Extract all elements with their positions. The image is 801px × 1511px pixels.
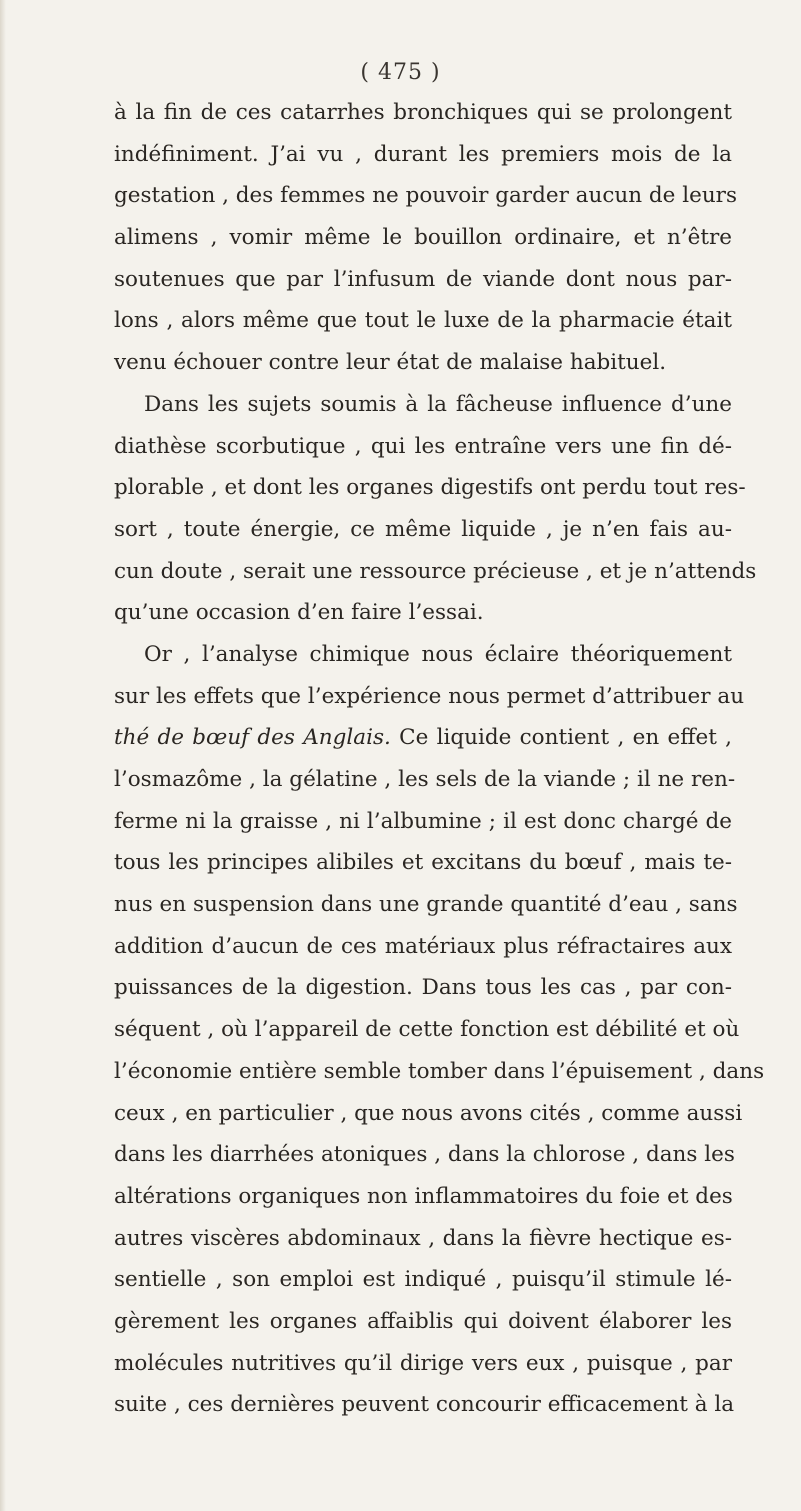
- page-number: ( 475 ): [360, 60, 441, 85]
- text-line: qu’une occasion d’en faire l’essai.: [114, 600, 484, 626]
- text-line: puissances de la digestion. Dans tous les cas , par con-: [114, 975, 732, 1001]
- text-line: sort , toute énergie, ce même liquide , je n’en fais au-: [114, 516, 732, 542]
- text-line: molécules nutritives qu’il dirige vers eux , puisque , par: [114, 1350, 732, 1376]
- text-line: l’osmazôme , la gélatine , les sels de la viande ; il ne ren-: [114, 767, 736, 792]
- text-line: indéfiniment. J’ai vu , durant les premiers mois de la: [114, 141, 732, 167]
- paragraph-start-line: Or , l’analyse chimique nous éclaire théoriquement: [144, 641, 732, 667]
- text-line: alimens , vomir même le bouillon ordinaire, et n’être: [114, 225, 732, 251]
- text-line: venu échouer contre leur état de malaise habituel.: [114, 350, 667, 376]
- text-line: gèrement les organes affaiblis qui doivent élaborer les: [114, 1308, 732, 1334]
- text-line: cun doute , serait une ressource précieuse , et je n’attends: [114, 558, 757, 584]
- page-edge-shadow: [0, 0, 6, 1511]
- text-line-with-italic: [114, 717, 732, 759]
- text-line: à la fin de ces catarrhes bronchiques qui se prolongent: [114, 100, 732, 125]
- text-line: l’économie entière semble tomber dans l’épuisement , dans: [114, 1058, 765, 1084]
- text-line: diathèse scorbutique , qui les entraîne vers une fin dé-: [114, 433, 732, 459]
- text-line: gestation , des femmes ne pouvoir garder aucun de leurs: [114, 183, 737, 209]
- text-line: altérations organiques non inflammatoires du foie et des: [114, 1183, 733, 1209]
- text-line: autres viscères abdominaux , dans la fièvre hectique es-: [114, 1225, 732, 1251]
- line-remainder: Ce liquide contient , en effet ,: [390, 725, 732, 751]
- text-line: sur les effets que l’expérience nous permet d’attribuer au: [114, 683, 745, 709]
- text-line: ceux , en particulier , que nous avons cités , comme aussi: [114, 1100, 743, 1126]
- paragraph-start-line: Dans les sujets soumis à la fâcheuse influence d’une: [144, 391, 732, 417]
- text-line: soutenues que par l’infusum de viande dont nous par-: [114, 266, 732, 292]
- text-line: sentielle , son emploi est indiqué , puisqu’il stimule lé-: [114, 1267, 732, 1293]
- text-line: séquent , où l’appareil de cette fonction est débilité et où: [114, 1017, 740, 1043]
- text-line: lons , alors même que tout le luxe de la pharmacie était: [114, 308, 732, 334]
- body-text: [114, 92, 765, 1426]
- text-line: dans les diarrhées atoniques , dans la chlorose , dans les: [114, 1142, 735, 1168]
- text-line: tous les principes alibiles et excitans du bœuf , mais te-: [114, 850, 732, 876]
- italic-phrase: thé de bœuf des Anglais.: [114, 725, 391, 751]
- text-line: plorable , et dont les organes digestifs ont perdu tout res-: [114, 475, 746, 501]
- text-line: ferme ni la graisse , ni l’albumine ; il est donc chargé de: [114, 808, 732, 834]
- text-line: addition d’aucun de ces matériaux plus réfractaires aux: [114, 933, 732, 959]
- text-line: suite , ces dernières peuvent concourir efficacement à la: [114, 1392, 735, 1418]
- text-line: nus en suspension dans une grande quantité d’eau , sans: [114, 892, 738, 918]
